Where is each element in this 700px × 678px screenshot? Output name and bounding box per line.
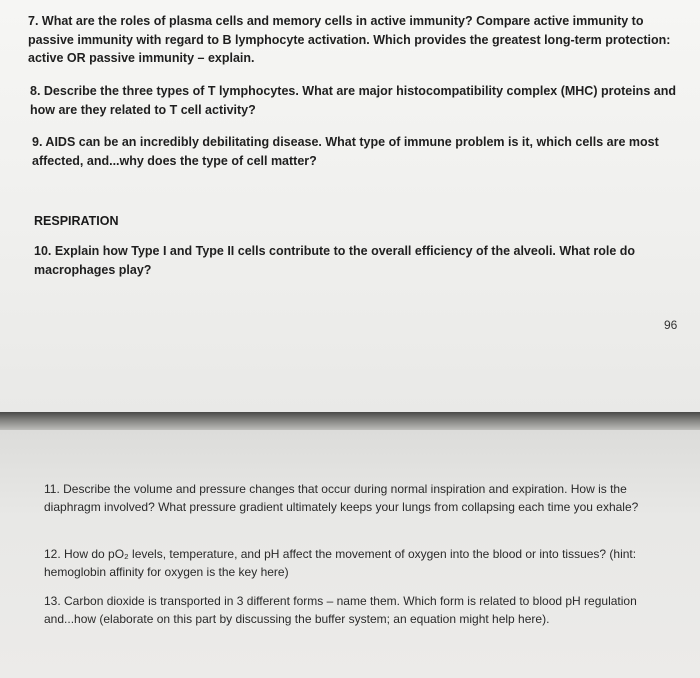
question-9: 9. AIDS can be an incredibly debilitating disease. What type of immune problem is it, which cells are most affected, and...why does the type of cell matter? xyxy=(32,135,659,168)
question-7: 7. What are the roles of plasma cells and memory cells in active immunity? Compare active immunity to passive immunity with regard to B lymphocyte activation. Which provides the greatest long-term protection: active OR passive immunity – explain. xyxy=(28,14,671,65)
question-12: 12. How do pO₂ levels, temperature, and pH affect the movement of oxygen into the blood or into tissues? (hint: hemoglobin affinity for oxygen is the key here) xyxy=(44,547,637,579)
question-11: 11. Describe the volume and pressure changes that occur during normal inspiration and expiration. How is the diaphragm involved? What pressure gradient ultimately keeps your lungs from collapsing each time you exhale? xyxy=(44,482,639,514)
page-gap xyxy=(0,412,700,430)
question-13: 13. Carbon dioxide is transported in 3 different forms – name them. Which form is related to blood pH regulation and...how (elaborate on this part by discussing the buffer system; an equation might help here). xyxy=(44,594,637,626)
question-8: 8. Describe the three types of T lymphocytes. What are major histocompatibility complex (MHC) proteins and how are they related to T cell activity? xyxy=(30,84,676,117)
page-number: 96 xyxy=(664,318,678,332)
question-10: 10. Explain how Type I and Type II cells contribute to the overall efficiency of the alveoli. What role do macrophages play? xyxy=(34,244,636,277)
section-heading-respiration: RESPIRATION xyxy=(34,214,119,228)
